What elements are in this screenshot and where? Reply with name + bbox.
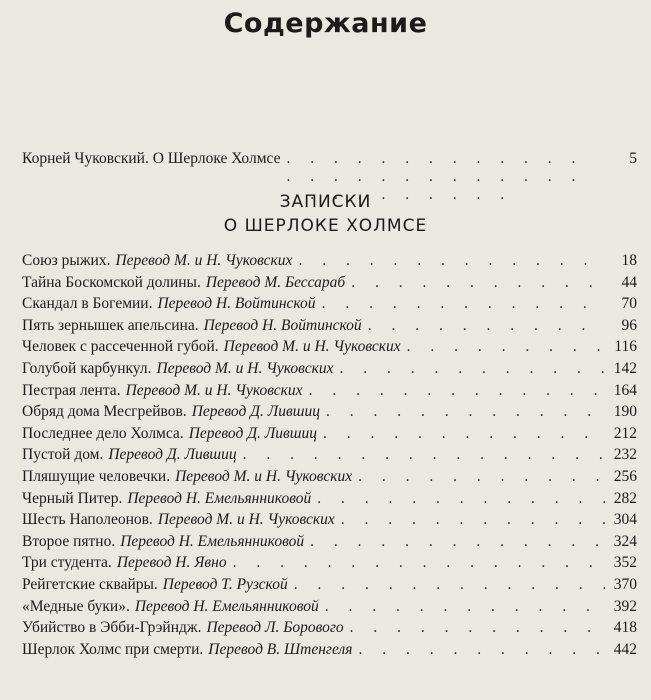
dot-leader [309,382,605,400]
page-number: 18 [621,252,637,269]
translator-credit: Перевод М. и Н. Чуковских [175,467,353,485]
translator-credit: Перевод М. и Н. Чуковских [157,511,335,529]
story-title: Рейгетские сквайры. [22,575,158,593]
story-title: Убийство в Эбби-Грэйндж. [22,619,202,637]
contents-entry [22,641,637,663]
contents-entry [22,598,637,620]
dot-leader [339,360,605,378]
story-title: Союз рыжих. [22,252,111,269]
story-title: Три студента. [22,554,112,572]
page-number: 304 [613,511,637,529]
contents-entry [22,295,637,317]
page-number: 282 [613,489,637,507]
dot-leader [351,274,605,292]
contents-entry [22,619,637,641]
contents-entry [22,403,637,425]
contents-entry [22,490,637,512]
dot-leader [294,576,605,594]
contents-entry [22,360,637,382]
contents-entry [22,554,637,576]
translator-credit: Перевод Д. Лившиц [191,403,320,421]
page-number: 212 [613,424,637,442]
story-title: Тайна Боскомской долины. [22,273,201,291]
story-title: Скандал в Богемии. [22,295,153,313]
dot-leader [243,446,605,464]
contents-entry [22,576,637,598]
section-heading [0,190,651,238]
story-title: Шесть Наполеонов. [22,511,153,529]
translator-credit: Перевод Н. Войтинской [203,316,362,334]
translator-credit: Перевод Н. Емельянниковой [134,597,319,615]
page-number: 392 [613,597,637,615]
translator-credit: Перевод Т. Рузской [162,575,288,593]
story-title: Черный Питер. [22,489,123,507]
translator-credit: Перевод Н. Емельянниковой [127,489,312,507]
dot-leader [358,641,605,659]
story-title: Человек с рассеченной губой. [22,338,219,356]
contents-entry [22,425,637,447]
contents-entry [22,533,637,555]
contents-entry [22,382,637,404]
dot-leader [350,619,605,637]
story-title: Пестрая лента. [22,381,121,399]
page-number: 352 [613,554,637,572]
dot-leader [322,295,605,313]
dot-leader [326,403,605,421]
dot-leader [233,554,605,572]
page-number: 70 [621,295,637,313]
translator-credit: Перевод Л. Борового [206,619,344,637]
story-title: Шерлок Холмс при смерти. [22,640,204,658]
section-heading-line-1: ЗАПИСКИ [279,192,372,212]
page-number: 418 [613,619,637,637]
page-number: 142 [613,359,637,377]
page-number: 370 [613,575,637,593]
translator-credit: Перевод М. и Н. Чуковских [125,381,303,399]
intro-page-number: 5 [629,150,637,167]
dot-leader [358,468,605,486]
story-title: «Медные буки». [22,597,130,615]
translator-credit: Перевод Н. Емельянниковой [120,532,305,550]
contents-entry [22,252,637,274]
story-title: Последнее дело Холмса. [22,424,184,442]
page-number: 96 [621,316,637,334]
page-number: 324 [613,532,637,550]
dot-leader [317,490,605,508]
translator-credit: Перевод М. и Н. Чуковских [115,252,293,269]
page-number: 232 [613,446,637,464]
contents-entry [22,317,637,339]
section-heading-line-2: О ШЕРЛОКЕ ХОЛМСЕ [223,216,428,236]
dot-leader [325,598,605,616]
story-title: Пляшущие человечки. [22,467,171,485]
translator-credit: Перевод Д. Лившиц [108,446,237,464]
dot-leader [407,338,605,356]
contents-list [22,252,637,662]
translator-credit: Перевод М. и Н. Чуковских [156,359,334,377]
page-number: 256 [613,467,637,485]
contents-entry [22,468,637,490]
page-number: 44 [621,273,637,291]
contents-entry [22,338,637,360]
page-number: 442 [613,640,637,658]
translator-credit: Перевод Д. Лившиц [188,424,317,442]
translator-credit: Перевод М. и Н. Чуковских [223,338,401,356]
contents-entry [22,274,637,296]
page-number: 116 [614,338,637,356]
intro-text: Корней Чуковский. О Шерлоке Холмсе [22,150,281,167]
translator-credit: Перевод Н. Войтинской [157,295,316,313]
story-title: Обряд дома Месгрейвов. [22,403,187,421]
page-number: 190 [613,403,637,421]
story-title: Пять зернышек апельсина. [22,316,199,334]
dot-leader [298,252,605,270]
dot-leader [323,425,605,443]
dot-leader [368,317,605,335]
story-title: Пустой дом. [22,446,104,464]
page-title: Содержание [223,8,428,39]
story-title: Второе пятно. [22,532,116,550]
dot-leader [341,511,605,529]
contents-entry [22,446,637,468]
translator-credit: Перевод В. Штенгеля [208,640,353,658]
contents-entry [22,511,637,533]
story-title: Голубой карбункул. [22,359,152,377]
translator-credit: Перевод М. Бессараб [205,273,346,291]
translator-credit: Перевод Н. Явно [116,554,227,572]
page-number: 164 [613,381,637,399]
dot-leader [310,533,605,551]
